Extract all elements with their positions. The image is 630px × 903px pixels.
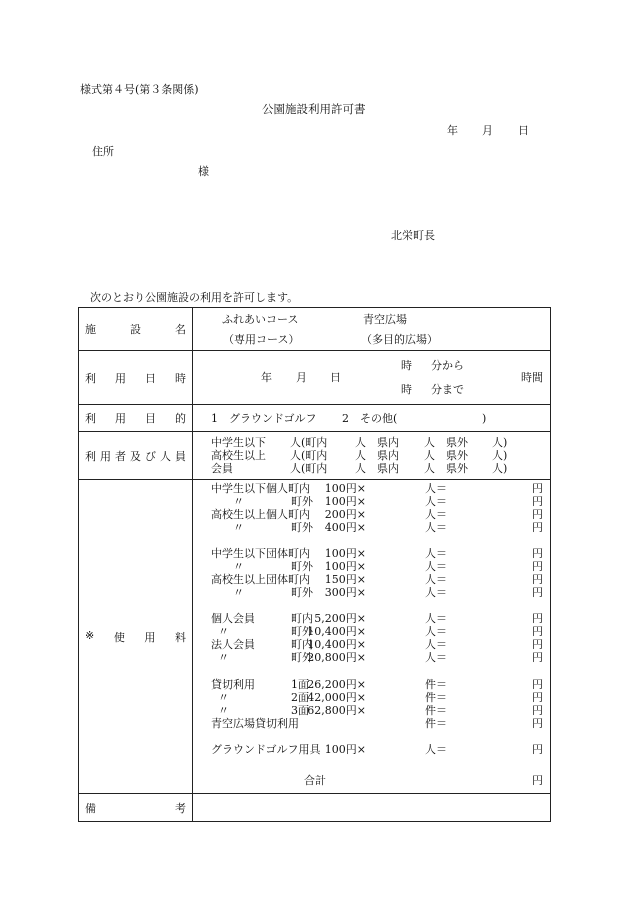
users-row-0-t1: 人(町内 [290,436,328,449]
fees-label-cell [79,480,193,794]
users-row-2-cat: 会員 [211,462,233,475]
fee-line-11-area: 町外 [291,651,313,664]
remarks-label-cell [79,794,193,822]
datetime-label-cell [79,351,193,405]
fee-line-6-price: 150円× [324,573,366,586]
dt-to-min: 分まで [431,383,464,396]
fee-line-8-area: 町内 [291,612,313,625]
dt-from-min: 分から [431,359,464,372]
fee-line-7-yen: 円 [532,586,543,599]
fee-line-4-unit: 人＝ [425,547,447,560]
fee-line-16-price: 100円× [324,743,366,756]
fee-line-14-name: 〃 [218,704,229,717]
fee-line-12-area: 1面 [291,678,309,691]
fee-line-7-name: 〃 [233,586,244,599]
fee-line-5-area: 町外 [291,560,313,573]
fee-line-11-unit: 人＝ [425,651,447,664]
facility-row [79,308,551,351]
users-row [79,432,551,480]
fee-line-0-yen: 円 [532,482,543,495]
fee-line-15-name: 青空広場貸切利用 [211,717,299,730]
course2-note: （多目的広場） [361,333,438,346]
fee-line-9-unit: 人＝ [425,625,447,638]
datetime-label: 利 用 日 時 [85,371,186,385]
facility-value-cell [193,308,551,351]
date-day: 日 [518,124,529,137]
fees-row [79,480,551,794]
honorific: 様 [198,165,209,178]
dt-month: 月 [296,371,307,384]
remarks-label: 備 考 [85,801,186,815]
document-title: 公園施設利用許可書 [262,102,366,116]
users-label: 利 用 者 及 び 人 員 [85,449,186,463]
fee-line-15-yen: 円 [532,717,543,730]
fee-line-10-name: 法人会員 [211,638,255,651]
fee-line-0-name: 中学生以下個人町内 [211,482,310,495]
fee-line-2-name: 高校生以上個人町内 [211,508,310,521]
fee-line-5-unit: 人＝ [425,560,447,573]
fee-line-1-price: 100円× [324,495,366,508]
dt-year: 年 [261,371,272,384]
facility-label: 施 設 名 [85,323,186,336]
fee-line-0-price: 100円× [324,482,366,495]
users-row-2-t1: 人(町内 [290,462,328,475]
fee-line-6-yen: 円 [532,573,543,586]
fee-line-3-area: 町外 [291,521,313,534]
fees-value-cell [193,480,551,794]
users-row-1-t3: 人 県外 [424,449,468,462]
fee-line-1-unit: 人＝ [425,495,447,508]
fee-line-14-area: 3面 [291,704,309,717]
date-month: 月 [482,124,493,137]
fee-line-1-name: 〃 [233,495,244,508]
fee-line-6-unit: 人＝ [425,573,447,586]
fee-line-5-yen: 円 [532,560,543,573]
fee-line-12-unit: 件＝ [425,678,447,691]
users-row-1-t2: 人 県内 [355,449,399,462]
fees-label: ※ 使 用 料 [85,628,186,644]
users-row-2-t4: 人) [492,462,508,475]
fee-line-9-yen: 円 [532,625,543,638]
fee-line-8-unit: 人＝ [425,612,447,625]
fee-line-11-price: 20,800円× [307,651,366,664]
fee-line-15-unit: 件＝ [425,717,447,730]
fee-line-13-yen: 円 [532,691,543,704]
purpose-label-cell [79,405,193,432]
fee-line-12-yen: 円 [532,678,543,691]
date-year: 年 [447,124,458,137]
fee-line-2-unit: 人＝ [425,508,447,521]
fee-line-13-price: 42,000円× [307,691,366,704]
datetime-row [79,351,551,405]
fee-line-0-unit: 人＝ [425,482,447,495]
fee-line-16-name: グラウンドゴルフ用具 [211,743,321,756]
fee-line-14-price: 62,800円× [307,704,366,717]
users-row-0-t3: 人 県外 [424,436,468,449]
fee-line-9-area: 町外 [291,625,313,638]
course1-note: （専用コース） [223,333,300,346]
fee-line-8-price: 5,200円× [314,612,366,625]
fee-line-9-price: 10,400円× [307,625,366,638]
dt-duration: 時間 [521,371,543,384]
intro-text: 次のとおり公園施設の利用を許可します。 [90,291,299,304]
fee-line-7-price: 300円× [324,586,366,599]
course1: ふれあいコース [222,313,299,326]
users-row-0-t4: 人) [492,436,508,449]
fee-line-10-unit: 人＝ [425,638,447,651]
users-row-0-cat: 中学生以下 [211,436,266,449]
fee-line-8-name: 個人会員 [211,612,255,625]
facility-label-cell [79,308,193,351]
fee-line-3-price: 400円× [324,521,366,534]
users-row-2-t2: 人 県内 [355,462,399,475]
remarks-row [79,794,551,822]
fee-line-7-unit: 人＝ [425,586,447,599]
fee-line-10-area: 町内 [291,638,313,651]
users-row-1-t1: 人(町内 [290,449,328,462]
fee-line-11-name: 〃 [218,651,229,664]
fee-line-4-yen: 円 [532,547,543,560]
purpose-value-cell [193,405,551,432]
course2: 青空広場 [363,313,407,326]
users-row-2-t3: 人 県外 [424,462,468,475]
fee-line-16-yen: 円 [532,743,543,756]
dt-from-hour: 時 [401,359,412,372]
users-row-0-t2: 人 県内 [355,436,399,449]
fee-line-13-unit: 件＝ [425,691,447,704]
purpose-option2: 2 その他( [342,412,398,425]
dt-to-hour: 時 [401,383,412,396]
fee-line-10-yen: 円 [532,638,543,651]
fee-line-13-area: 2面 [291,691,309,704]
users-row-1-t4: 人) [492,449,508,462]
fee-line-3-unit: 人＝ [425,521,447,534]
fee-line-7-area: 町外 [291,586,313,599]
fee-line-3-yen: 円 [532,521,543,534]
fee-line-14-unit: 件＝ [425,704,447,717]
fee-line-16-unit: 人＝ [425,743,447,756]
fee-line-4-price: 100円× [324,547,366,560]
form-number: 様式第４号(第３条関係) [80,83,199,96]
purpose-label: 利 用 目 的 [85,412,186,425]
fee-line-8-yen: 円 [532,612,543,625]
fee-line-12-name: 貸切利用 [211,678,255,691]
users-row-1-cat: 高校生以上 [211,449,266,462]
fee-line-1-yen: 円 [532,495,543,508]
fee-line-9-name: 〃 [218,625,229,638]
fee-line-14-yen: 円 [532,704,543,717]
fee-line-4-name: 中学生以下団体町内 [211,547,310,560]
fee-line-12-price: 26,200円× [307,678,366,691]
remarks-value-cell [193,794,551,822]
issuer: 北栄町長 [391,229,435,242]
fee-line-1-area: 町外 [291,495,313,508]
fee-line-2-yen: 円 [532,508,543,521]
fee-line-13-name: 〃 [218,691,229,704]
fees-total-label: 合計 [304,774,326,787]
purpose-close: ) [482,412,487,425]
fee-line-11-yen: 円 [532,651,543,664]
fee-line-10-price: 10,400円× [307,638,366,651]
users-label-cell [79,432,193,480]
dt-day: 日 [330,371,341,384]
address-label: 住所 [92,145,114,158]
datetime-value-cell [193,351,551,405]
fee-line-5-price: 100円× [324,560,366,573]
purpose-option1: 1 グラウンドゴルフ [211,412,317,425]
users-value-cell [193,432,551,480]
fee-line-6-name: 高校生以上団体町内 [211,573,310,586]
fee-line-3-name: 〃 [233,521,244,534]
permit-table [78,307,551,822]
fees-total-yen: 円 [532,774,543,787]
fee-line-5-name: 〃 [233,560,244,573]
fee-line-2-price: 200円× [324,508,366,521]
purpose-row [79,405,551,432]
